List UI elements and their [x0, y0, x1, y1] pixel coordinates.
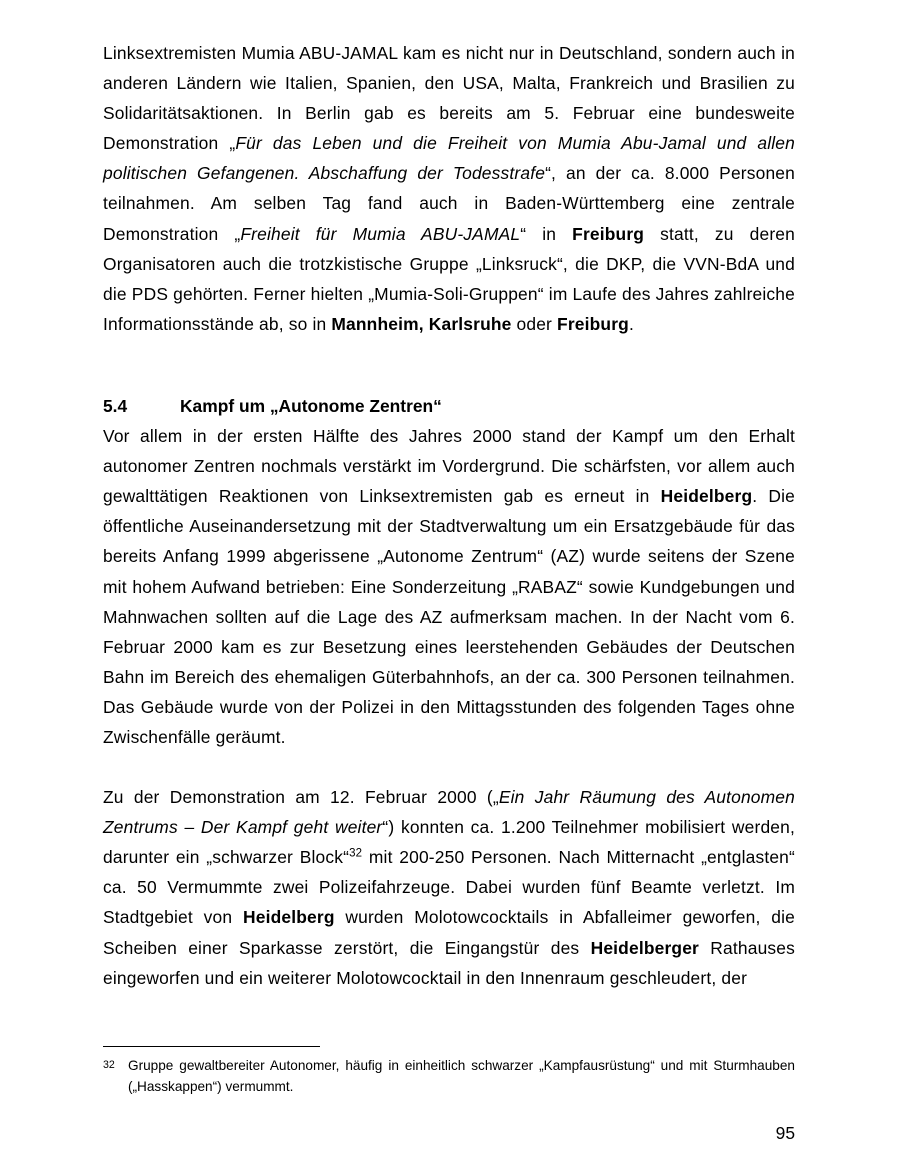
text-run: .	[628, 313, 634, 334]
paragraph-autonomous-centers	[103, 421, 795, 752]
place-name-bold: Freiburg	[557, 313, 629, 334]
place-name-bold: Heidelberg	[660, 486, 753, 507]
text-run: “, an der ca. 8.000 Personen teilnahmen. Am selben Tag fand auch in Baden-Württemberg eine zentrale Demonstration „	[103, 163, 796, 244]
footnote-number: 32	[103, 1059, 115, 1071]
footnote-area	[103, 1046, 795, 1097]
section-title: Kampf um „Autonome Zentren“	[180, 395, 442, 416]
text-run: Zu der Demonstration am 12. Februar 2000 („	[103, 787, 499, 808]
text-run: mit 200-250 Personen. Nach Mitternacht „entglasten“ ca. 50 Vermummte zwei Polizeifahrzeuge. Dabei wurden fünf Beamte verletzt. Im Stadtgebiet von	[103, 847, 795, 928]
paragraph-mumia-solidarity	[103, 38, 795, 339]
page-content	[103, 38, 795, 993]
text-run: Vor allem in der ersten Hälfte des Jahres 2000 stand der Kampf um den Erhalt autonomer Zentren nochmals verstärkt im Vordergrund. Die schärfsten, vor allem auch gewalttätigen Reaktionen von Linksextremisten gab es erneut in	[103, 426, 795, 507]
place-name-bold: Mannheim, Karlsruhe	[331, 313, 512, 334]
text-run: . Die öffentliche Auseinandersetzung mit der Stadtverwaltung um ein Ersatzgebäude für das bereits Anfang 1999 abgerissene „Autonome Zentrum“ (AZ) wurde seitens der Szene mit hohem Aufwand betrieben: Eine Sonderzeitung „RABAZ“ sowie Kundgebungen und Mahnwachen sollten auf die Lage des AZ aufmerksam machen. In der Nacht vom 6. Februar 2000 kam es zur Besetzung eines leerstehenden Gebäudes der Deutschen Bahn im Bereich des ehemaligen Güterbahnhofs, an der ca. 300 Personen teilnahmen. Das Gebäude wurde von der Polizei in den Mittagsstunden des folgenden Tages ohne Zwischenfälle geräumt.	[103, 486, 795, 747]
footnote-entry	[103, 1056, 795, 1097]
text-run: “) konnten ca. 1.200 Teilnehmer mobilisiert werden, darunter ein „schwarzer Block“	[103, 817, 795, 868]
text-run: Rathauses eingeworfen und ein weiterer Molotowcocktail in den Innenraum geschleudert, der	[103, 937, 795, 988]
quoted-title-italic: Freiheit für Mumia ABU-JAMAL	[240, 223, 521, 244]
paragraph-demonstration-february	[103, 782, 795, 993]
place-name-bold: Heidelberger	[590, 937, 699, 958]
place-name-bold: Freiburg	[572, 223, 645, 244]
text-run: oder	[511, 313, 558, 334]
text-run: Linksextremisten Mumia ABU-JAMAL kam es nicht nur in Deutschland, sondern auch in anderen Ländern wie Italien, Spanien, den USA, Malta, Frankreich und Brasilien zu Solidaritätsaktionen. In Berlin gab es bereits am 5. Februar eine bundesweite Demonstration „	[103, 43, 795, 154]
section-number: 5.4	[103, 395, 128, 416]
quoted-title-italic: Ein Jahr Räumung des Autonomen Zentrums – Der Kampf geht weiter	[103, 787, 795, 838]
text-run: wurden Molotowcocktails in Abfalleimer geworfen, die Scheiben einer Sparkasse zerstört, die Eingangstür des	[103, 907, 795, 958]
text-run: “ in	[520, 223, 573, 244]
page-number: 95	[775, 1123, 795, 1143]
footnote-reference-32[interactable]: 32	[349, 847, 363, 860]
quoted-title-italic: Für das Leben und die Freiheit von Mumia Abu-Jamal und allen politischen Gefangenen. Abschaffung der Todesstrafe	[103, 133, 795, 184]
footnote-text: Gruppe gewaltbereiter Autonomer, häufig in einheitlich schwarzer „Kampfausrüstung“ und mit Sturmhauben („Hasskappen“) vermummt.	[128, 1058, 795, 1094]
place-name-bold: Heidelberg	[243, 907, 335, 928]
footnote-separator-rule	[103, 1046, 320, 1047]
section-heading	[103, 391, 795, 421]
text-run: statt, zu deren Organisatoren auch die trotzkistische Gruppe „Linksruck“, die DKP, die VVN-BdA und die PDS gehörten. Ferner hielten „Mumia-Soli-Gruppen“ im Laufe des Jahres zahlreiche Informationsstände ab, so in	[103, 223, 795, 334]
